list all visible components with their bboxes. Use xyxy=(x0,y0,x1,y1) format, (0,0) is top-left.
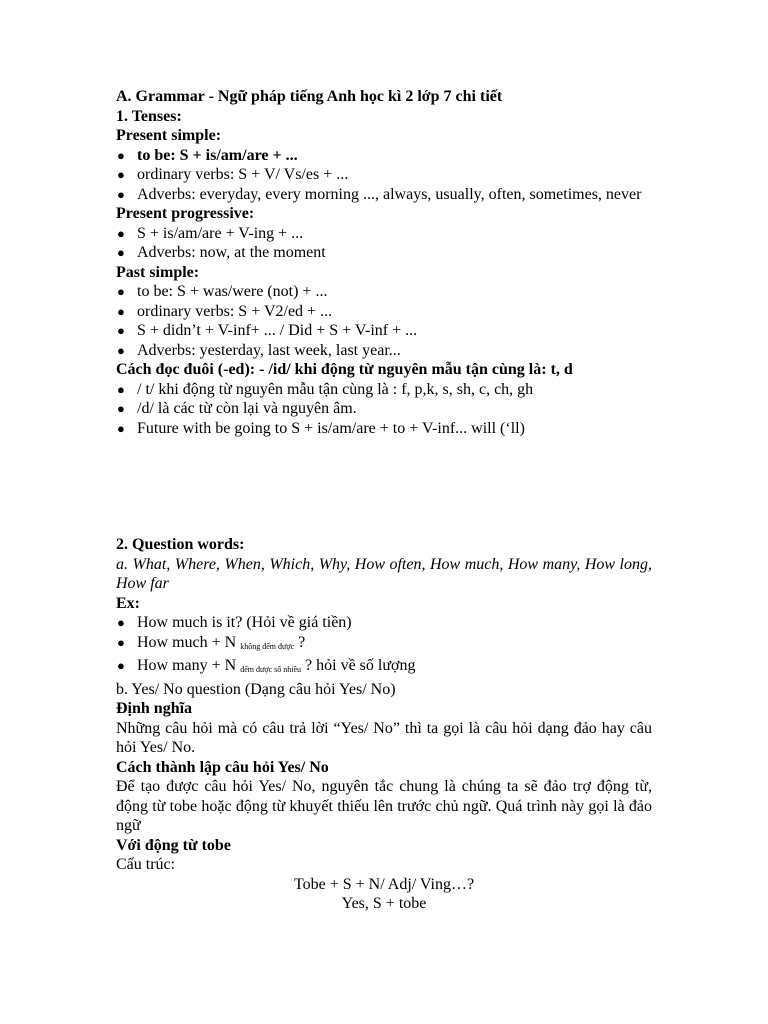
bullet-icon: ● xyxy=(117,284,125,299)
formula-question: Tobe + S + N/ Adj/ Ving…? xyxy=(293,875,475,893)
bullet-icon: ● xyxy=(117,634,125,650)
list-item: ● Adverbs: now, at the moment xyxy=(117,244,326,261)
examples-list xyxy=(116,613,652,680)
bullet-icon: ● xyxy=(117,658,125,673)
section-title-tenses: 1. Tenses: xyxy=(116,107,182,125)
bullet-icon: ● xyxy=(117,225,125,241)
bullet-icon: ● xyxy=(117,381,125,397)
question-words-list: a. What, Where, When, Which, Why, How often, How much, How many, How long, How far xyxy=(116,555,652,592)
blank-space xyxy=(116,438,652,535)
list-item: ● How much is it? (Hỏi về giá tiền) xyxy=(117,614,352,631)
present-simple-list xyxy=(116,146,652,205)
list-item: ● S + didn’t + V-inf+ ... / Did + S + V-inf + ... xyxy=(117,322,418,339)
list-item: ● ordinary verbs: S + V/ Vs/es + ... xyxy=(117,166,349,183)
list-item: ● How many + N $_{đếm được số nhiều}$ ? hỏi về số lượng xyxy=(117,657,416,674)
list-item: ● to be: S + was/were (not) + ... xyxy=(117,283,328,300)
bullet-icon: ● xyxy=(117,303,125,319)
present-progressive-list xyxy=(116,224,652,263)
list-item: ● / t/ khi động từ nguyên mẫu tận cùng là : f, p,k, s, sh, c, ch, gh xyxy=(117,380,534,398)
bullet-icon: ● xyxy=(117,420,125,436)
bullet-icon: ● xyxy=(117,401,125,416)
list-item: ● How much + N $_{không đếm được}$ ? xyxy=(117,633,306,651)
list-item: ● /d/ là các từ còn lại và nguyên âm. xyxy=(117,400,357,417)
list-item: ● ordinary verbs: S + V2/ed + ... xyxy=(117,302,333,320)
list-item: ● S + is/am/are + V-ing + ... xyxy=(117,224,304,242)
definition-title: Định nghĩa xyxy=(116,700,193,717)
ed-rule-list xyxy=(116,380,652,439)
definition-text: Những câu hỏi mà có câu trả lời “Yes/ No” thì ta gọi là câu hỏi dạng đảo hay câu hỏi Yes/ No. xyxy=(116,719,652,756)
subsection-title-present-progressive: Present progressive: xyxy=(116,205,255,222)
section-title-question-words: 2. Question words: xyxy=(116,536,245,553)
bullet-icon: ● xyxy=(117,615,125,630)
formation-text: Để tạo được câu hỏi Yes/ No, nguyên tắc chung là chúng ta sẽ đảo trợ động từ, động từ tobe hoặc động từ khuyết thiếu lên trước chủ ngữ. Quá trình này gọi là đảo ngữ xyxy=(116,778,652,834)
tobe-title: Với động từ tobe xyxy=(116,836,231,854)
bullet-icon: ● xyxy=(117,245,125,260)
bullet-icon: ● xyxy=(117,342,125,358)
document-heading: A. Grammar - Ngữ pháp tiếng Anh học kì 2 lớp 7 chi tiết xyxy=(116,88,503,105)
bullet-icon: ● xyxy=(117,323,125,338)
ed-pronunciation-rule: Cách đọc đuôi (-ed): - /id/ khi động từ nguyên mẫu tận cùng là: t, d xyxy=(116,361,573,378)
ex-label: Ex: xyxy=(116,594,140,612)
formation-title: Cách thành lập câu hỏi Yes/ No xyxy=(116,758,329,776)
list-item: ● to be: S + is/am/are + ... xyxy=(117,146,298,164)
yes-no-question-title: b. Yes/ No question (Dạng câu hỏi Yes/ No) xyxy=(116,680,396,698)
list-item: ● Adverbs: everyday, every morning ..., always, usually, often, sometimes, never xyxy=(117,185,642,203)
structure-label: Cấu trúc: xyxy=(116,856,176,873)
document-page xyxy=(116,87,652,914)
bullet-icon: ● xyxy=(117,186,125,202)
list-item: ● Future with be going to S + is/am/are + to + V-inf... will (‘ll) xyxy=(117,419,525,437)
subsection-title-past-simple: Past simple: xyxy=(116,263,200,281)
bullet-icon: ● xyxy=(117,147,125,163)
past-simple-list xyxy=(116,282,652,360)
list-item: ● Adverbs: yesterday, last week, last year... xyxy=(117,341,401,359)
bullet-icon: ● xyxy=(117,167,125,182)
formula-answer: Yes, S + tobe xyxy=(341,895,427,912)
subsection-title-present-simple: Present simple: xyxy=(116,127,222,144)
